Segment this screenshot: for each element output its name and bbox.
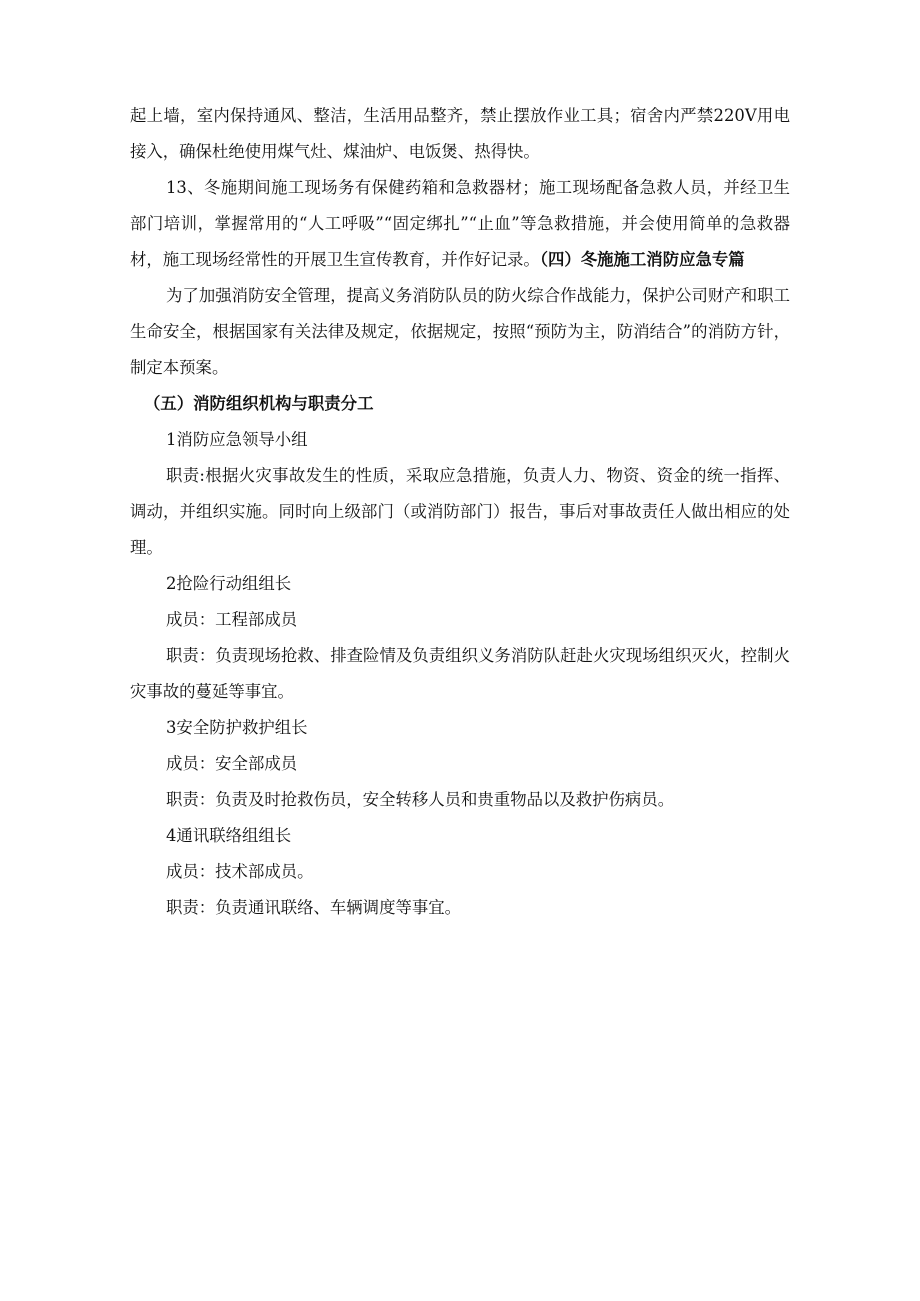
group-3-title: 3安全防护救护组长	[166, 718, 308, 737]
group-1-duty: 职责:根据火灾事故发生的性质，采取应急措施，负责人力、物资、资金的统一指挥、调动，并组织实施。同时向上级部门（或消防部门）报告，事后对事故责任人做出相应的处理。	[130, 466, 790, 557]
paragraph-dormitory: 起上墙，室内保持通风、整洁，生活用品整齐，禁止摆放作业工具；宿舍内严禁220V用电接入，确保杜绝使用煤气灶、煤油炉、电饭煲、热得快。	[130, 106, 790, 161]
group-1-title: 1消防应急领导小组	[166, 430, 308, 449]
first-aid-text: 13、冬施期间施工现场务有保健药箱和急救器材；施工现场配备急救人员，并经卫生部门培训，掌握常用的“人工呼吸”“固定绑扎”“止血”等急救措施，并会使用简单的急救器材，施工现场经常性的开展卫生宣传教育，并作好记录。	[130, 178, 790, 269]
section-heading-5: （五）消防组织机构与职责分工	[144, 394, 374, 413]
group-2-member: 成员：工程部成员	[166, 610, 298, 629]
document-body	[130, 98, 790, 926]
paragraph-purpose: 为了加强消防安全管理，提高义务消防队员的防火综合作战能力，保护公司财产和职工生命安全，根据国家有关法律及规定，依据规定，按照“预防为主，防消结合”的消防方针，制定本预案。	[130, 286, 790, 377]
group-4-title: 4通讯联络组组长	[166, 826, 292, 845]
group-2-title: 2抢险行动组组长	[166, 574, 292, 593]
group-3-duty: 职责：负责及时抢救伤员，安全转移人员和贵重物品以及救护伤病员。	[166, 790, 675, 809]
group-4-member: 成员：技术部成员。	[166, 862, 314, 881]
paragraph-first-aid	[130, 170, 790, 278]
group-4-duty: 职责：负责通讯联络、车辆调度等事宜。	[166, 898, 462, 917]
group-3-member: 成员：安全部成员	[166, 754, 298, 773]
section-heading-4: （四）冬施施工消防应急专篇	[539, 250, 745, 269]
group-2-duty: 职责：负责现场抢救、排查险情及负责组织义务消防队赶赴火灾现场组织灭火，控制火灾事故的蔓延等事宜。	[130, 646, 790, 701]
